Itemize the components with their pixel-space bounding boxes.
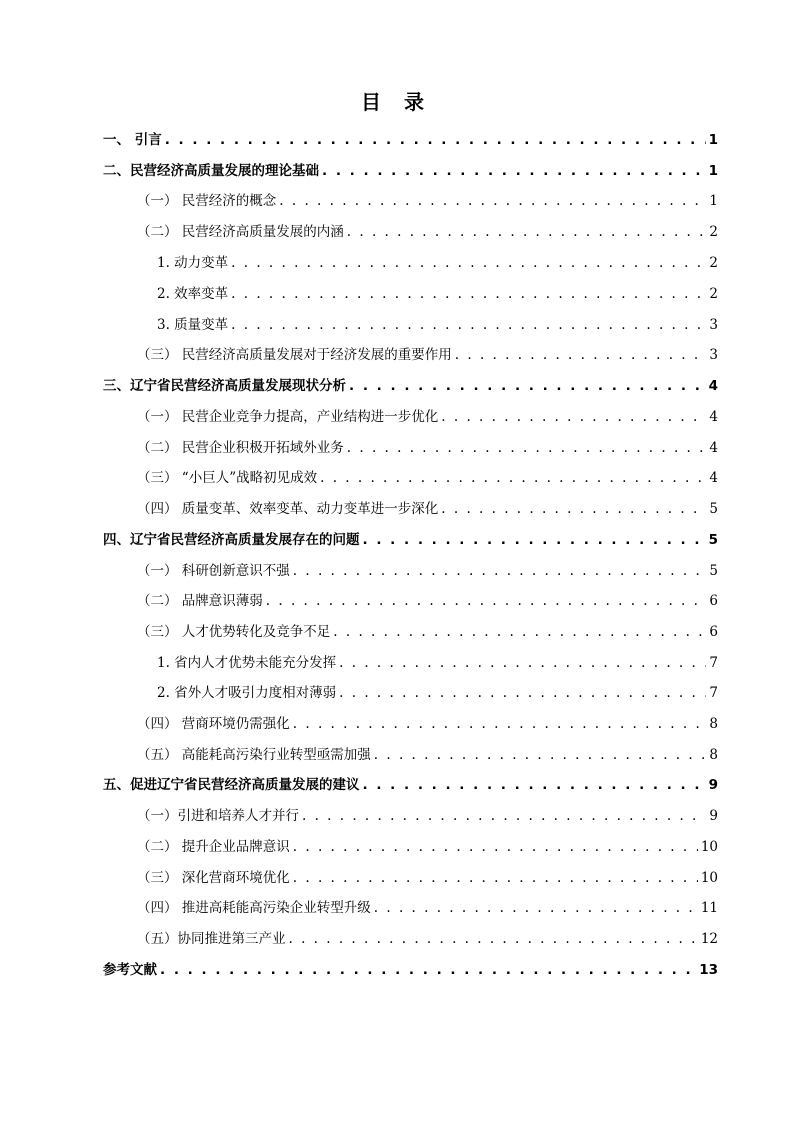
toc-entry[interactable] [157, 313, 718, 333]
toc-entry-title: （四） 质量变革、效率变革、动力变革进一步深化 [137, 501, 439, 517]
toc-entry-page-number: 2 [709, 286, 718, 302]
dot-leader [293, 839, 698, 855]
toc-entry-title: （三） 人才优势转化及竞争不足 [137, 624, 331, 640]
toc-entry[interactable] [103, 958, 718, 978]
toc-entry-page-number: 4 [709, 440, 718, 456]
toc-entry-page-number: 5 [709, 501, 718, 517]
toc-entry-page-number: 4 [709, 470, 718, 486]
toc-entry-page-number: 10 [700, 839, 718, 855]
toc-entry-page-number: 12 [700, 931, 718, 947]
toc-entry[interactable] [137, 804, 718, 824]
dot-leader [165, 132, 706, 148]
toc-entry-page-number: 7 [709, 655, 718, 671]
toc-entry-title: （二） 民营企业积极开拓域外业务 [137, 440, 344, 456]
dot-leader [347, 224, 707, 240]
toc-entry[interactable] [157, 681, 718, 701]
toc-entry-title: 二、民营经济高质量发展的理论基础 [103, 163, 319, 179]
toc-entry-page-number: 1 [708, 163, 718, 179]
toc-entry[interactable] [137, 620, 718, 640]
toc-entry[interactable] [103, 773, 718, 793]
dot-leader [374, 747, 707, 763]
toc-entry-page-number: 5 [709, 563, 718, 579]
toc-title: 目 录 [361, 90, 432, 114]
toc-entry-title: （三） 民营经济高质量发展对于经济发展的重要作用 [137, 347, 452, 363]
dot-leader [293, 563, 707, 579]
toc-entry[interactable] [137, 743, 718, 763]
toc-entry-title: （三） “小巨人”战略初见成效 [137, 470, 318, 486]
dot-leader [320, 470, 706, 486]
toc-entry-title: 3. 质量变革 [157, 317, 229, 333]
dot-leader [289, 931, 698, 947]
toc-entry[interactable] [103, 374, 718, 394]
dot-leader [231, 317, 706, 333]
toc-entry[interactable] [103, 159, 718, 179]
toc-entry-page-number: 6 [709, 624, 718, 640]
toc-entry-title: 1. 省内人才优势未能充分发挥 [157, 655, 337, 671]
dot-leader [266, 593, 707, 609]
toc-entry-title: （二） 品牌意识薄弱 [137, 593, 263, 609]
toc-entry-page-number: 9 [709, 808, 718, 824]
toc-entry[interactable] [137, 927, 718, 947]
dot-leader [231, 255, 706, 271]
toc-entry-title: 2. 省外人才吸引力度相对薄弱 [157, 685, 337, 701]
toc-entry-title: 三、辽宁省民营经济高质量发展现状分析 [103, 378, 346, 394]
toc-entry-title: （五） 高能耗高污染行业转型亟需加强 [137, 747, 371, 763]
dot-leader [363, 532, 706, 548]
toc-entry-page-number: 3 [709, 317, 718, 333]
toc-entry[interactable] [137, 497, 718, 517]
toc-entry[interactable] [137, 712, 718, 732]
toc-entry[interactable] [137, 466, 718, 486]
toc-entry-title: 1. 动力变革 [157, 255, 229, 271]
toc-entry-title: （五）协同推进第三产业 [137, 931, 286, 947]
toc-entry-title: （二） 提升企业品牌意识 [137, 839, 290, 855]
toc-entry-page-number: 1 [709, 193, 718, 209]
toc-entry[interactable] [137, 589, 718, 609]
toc-entry-title: （三） 深化营商环境优化 [137, 870, 290, 886]
dot-leader [322, 163, 706, 179]
dot-leader [339, 655, 706, 671]
toc-entry-page-number: 5 [708, 532, 718, 548]
toc-entry-page-number: 2 [709, 255, 718, 271]
toc-entry[interactable] [103, 528, 718, 548]
toc-entry-title: 2. 效率变革 [157, 286, 229, 302]
toc-entry-title: 参考文献 [103, 962, 157, 978]
toc-entry[interactable] [137, 343, 718, 363]
dot-leader [347, 440, 707, 456]
toc-entry-title: 四、辽宁省民营经济高质量发展存在的问题 [103, 532, 360, 548]
toc-entry-title: （二） 民营经济高质量发展的内涵 [137, 224, 344, 240]
dot-leader [231, 286, 706, 302]
toc-entry-page-number: 1 [708, 132, 718, 148]
dot-leader [293, 870, 698, 886]
toc-entry[interactable] [137, 866, 718, 886]
toc-entry-page-number: 9 [708, 777, 718, 793]
toc-entry-page-number: 6 [709, 593, 718, 609]
toc-entry-page-number: 8 [709, 716, 718, 732]
toc-entry[interactable] [157, 651, 718, 671]
toc-entry[interactable] [157, 251, 718, 271]
toc-entry-title: （一） 科研创新意识不强 [137, 563, 290, 579]
dot-leader [349, 378, 706, 394]
dot-leader [339, 685, 706, 701]
toc-entry-page-number: 3 [709, 347, 718, 363]
toc-entry-page-number: 4 [709, 409, 718, 425]
toc-entry[interactable] [137, 559, 718, 579]
toc-entry[interactable] [137, 405, 718, 425]
toc-entry-page-number: 7 [709, 685, 718, 701]
toc-entry-title: （四） 营商环境仍需强化 [137, 716, 290, 732]
dot-leader [279, 193, 706, 209]
toc-entry[interactable] [103, 128, 718, 148]
dot-leader [441, 501, 706, 517]
toc-entry-page-number: 8 [709, 747, 718, 763]
dot-leader [363, 777, 706, 793]
toc-entry-title: （一）引进和培养人才并行 [137, 808, 299, 824]
toc-entry-title: （一） 民营企业竞争力提高，产业结构进一步优化 [137, 409, 439, 425]
dot-leader [293, 716, 707, 732]
toc-entry-title: （一） 民营经济的概念 [137, 193, 277, 209]
toc-entry[interactable] [137, 896, 718, 916]
toc-entry[interactable] [137, 220, 718, 240]
toc-entry[interactable] [137, 189, 718, 209]
toc-entry[interactable] [137, 835, 718, 855]
toc-entry-page-number: 4 [708, 378, 718, 394]
toc-entry-title: 五、促进辽宁省民营经济高质量发展的建议 [103, 777, 360, 793]
toc-entry-page-number: 11 [700, 900, 718, 916]
dot-leader [374, 900, 698, 916]
toc-entry-page-number: 10 [700, 870, 718, 886]
dot-leader [160, 962, 696, 978]
toc-entry-page-number: 13 [699, 962, 718, 978]
dot-leader [441, 409, 706, 425]
dot-leader [302, 808, 706, 824]
toc-entry[interactable] [137, 436, 718, 456]
toc-entry[interactable] [157, 282, 718, 302]
toc-entry-page-number: 2 [709, 224, 718, 240]
toc-entry-title: （四） 推进高耗能高污染企业转型升级 [137, 900, 371, 916]
toc-entry-title: 一、 引言 [103, 132, 162, 148]
dot-leader [333, 624, 706, 640]
dot-leader [455, 347, 707, 363]
